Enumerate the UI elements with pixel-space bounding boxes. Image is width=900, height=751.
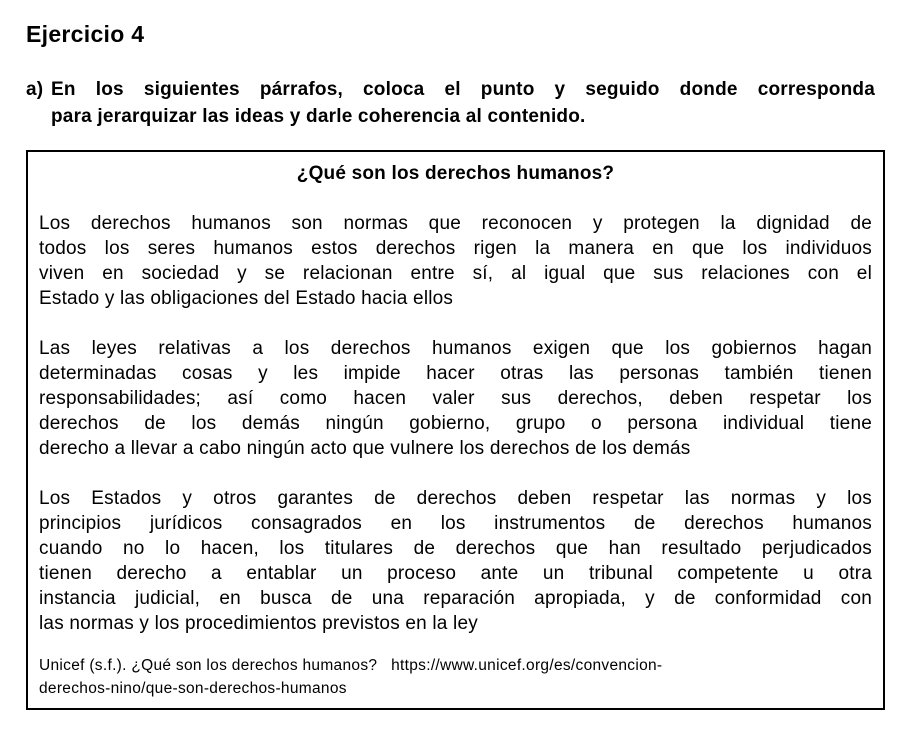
paragraph-line: responsabilidades; así como hacen valer sus derechos, deben respetar los xyxy=(39,388,872,409)
paragraph-line: Los Estados y otros garantes de derechos deben respetar las normas y los xyxy=(39,488,872,509)
text-box xyxy=(26,150,885,710)
paragraphs xyxy=(39,211,872,636)
citation-line: derechos-nino/que-son-derechos-humanos xyxy=(39,680,347,697)
paragraph-line: Las leyes relativas a los derechos humanos exigen que los gobiernos hagan xyxy=(39,338,872,359)
paragraph-line: Estado y las obligaciones del Estado hacia ellos xyxy=(39,288,454,309)
paragraph-line: todos los seres humanos estos derechos rigen la manera en que los individuos xyxy=(39,238,872,259)
paragraph xyxy=(39,336,872,461)
paragraph-line: derechos de los demás ningún gobierno, grupo o persona individual tiene xyxy=(39,413,872,434)
paragraph-line: cuando no lo hacen, los titulares de derechos que han resultado perjudicados xyxy=(39,538,872,559)
instruction-marker: a) xyxy=(26,79,44,100)
paragraph-line: viven en sociedad y se relacionan entre sí, al igual que sus relaciones con el xyxy=(39,263,872,284)
paragraph xyxy=(39,486,872,636)
paragraph-line: instancia judicial, en busca de una reparación apropiada, y de conformidad con xyxy=(39,588,872,609)
paragraph-line: derecho a llevar a cabo ningún acto que vulnere los derechos de los demás xyxy=(39,438,691,459)
instruction xyxy=(26,76,875,130)
citation-line: Unicef (s.f.). ¿Qué son los derechos humanos? https://www.unicef.org/es/convencion- xyxy=(39,657,663,674)
paragraph-line: tienen derecho a entablar un proceso ante un tribunal competente u otra xyxy=(39,563,872,584)
paragraph xyxy=(39,211,872,311)
instruction-line: En los siguientes párrafos, coloca el punto y seguido donde corresponda xyxy=(51,79,875,100)
instruction-text xyxy=(51,76,875,130)
box-title: ¿Qué son los derechos humanos? xyxy=(296,163,615,184)
paragraph-line: determinadas cosas y les impide hacer otras las personas también tienen xyxy=(39,363,872,384)
paragraph-line: las normas y los procedimientos previstos en la ley xyxy=(39,613,478,634)
page-title: Ejercicio 4 xyxy=(26,21,145,47)
paragraph-line: principios jurídicos consagrados en los instrumentos de derechos humanos xyxy=(39,513,872,534)
paragraph-line: Los derechos humanos son normas que reconocen y protegen la dignidad de xyxy=(39,213,872,234)
instruction-line: para jerarquizar las ideas y darle coherencia al contenido. xyxy=(51,106,586,127)
citation xyxy=(39,654,872,700)
